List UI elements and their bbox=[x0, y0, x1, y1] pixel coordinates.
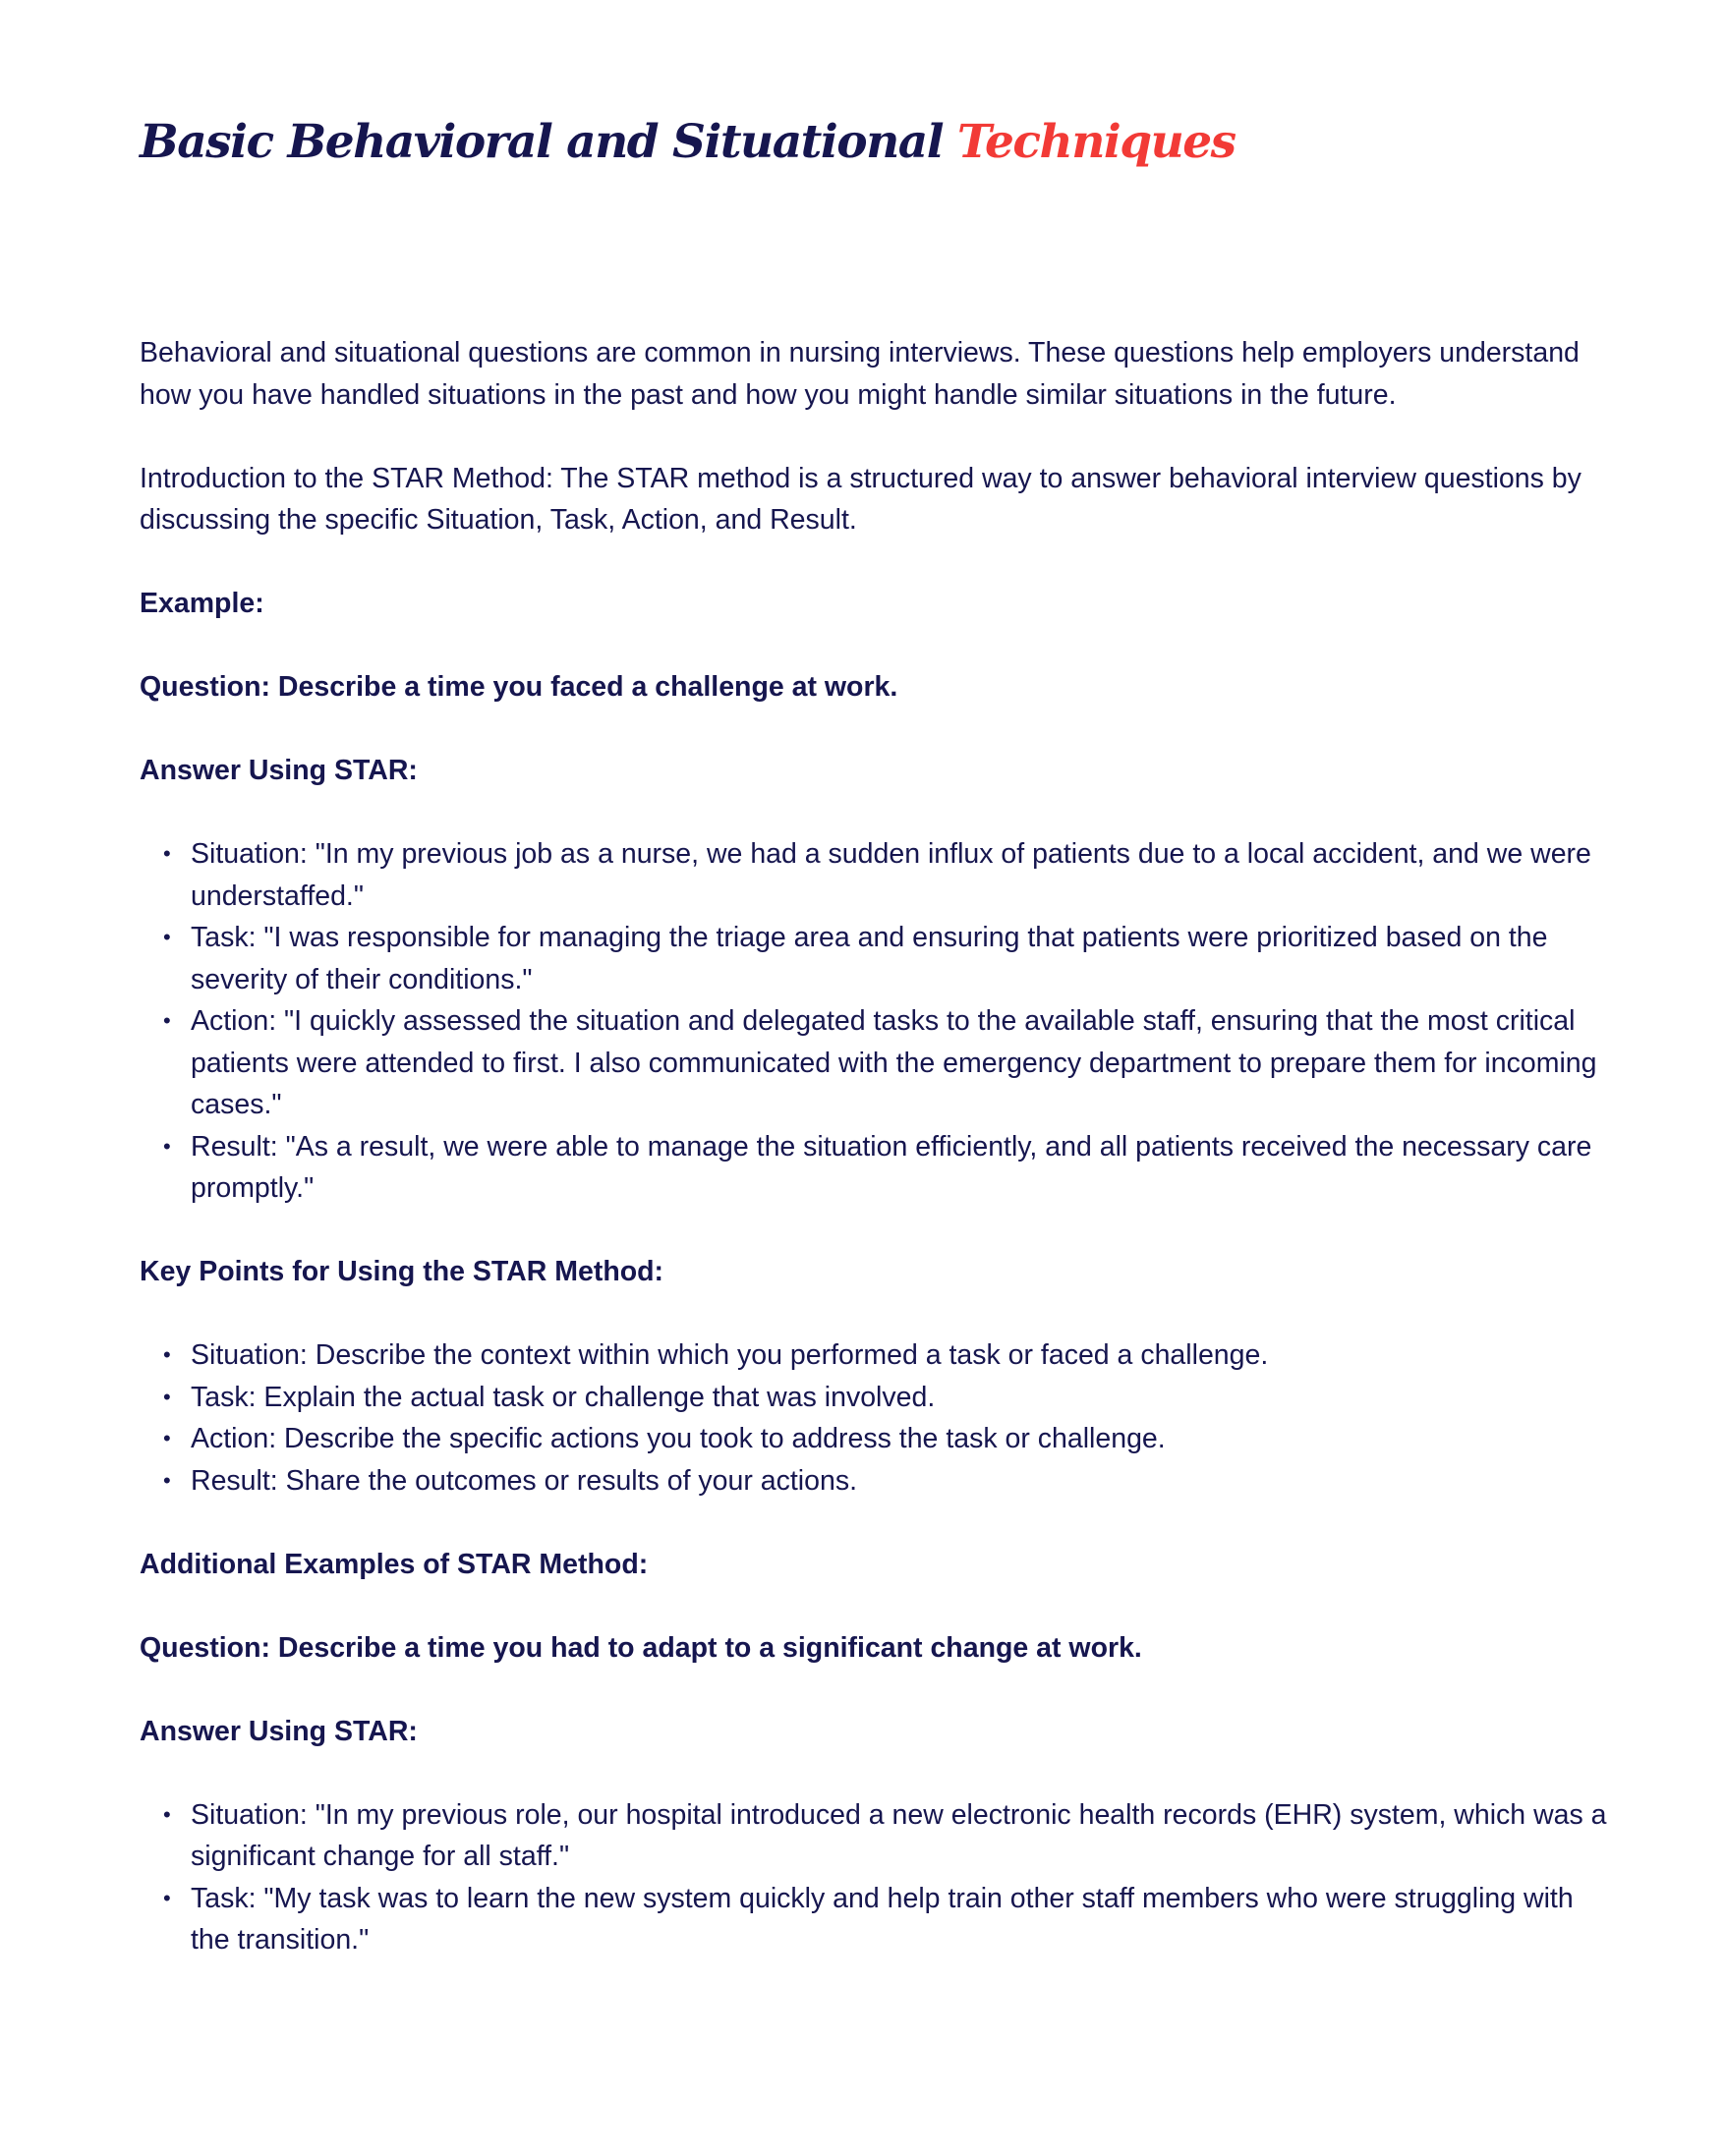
list-item bbox=[163, 917, 1614, 1000]
list-item bbox=[163, 1000, 1614, 1126]
key-points-heading: Key Points for Using the STAR Method: bbox=[140, 1256, 664, 1287]
list-item-text: Task: "My task was to learn the new system quickly and help train other staff members who were struggling with the transition." bbox=[191, 1882, 1574, 1956]
bullet-icon: • bbox=[163, 1885, 171, 1910]
list-item bbox=[163, 1334, 1614, 1377]
answer-heading-2: Answer Using STAR: bbox=[140, 1715, 418, 1747]
example-heading: Example: bbox=[140, 588, 264, 619]
list-item bbox=[163, 1418, 1614, 1460]
list-item-text: Result: "As a result, we were able to manage the situation efficiently, and all patients received the necessary care promptly." bbox=[191, 1130, 1592, 1204]
bullet-icon: • bbox=[163, 1008, 171, 1033]
list-item-text: Action: Describe the specific actions you took to address the task or challenge. bbox=[191, 1423, 1166, 1454]
bullet-icon: • bbox=[163, 1384, 171, 1409]
list-item bbox=[163, 1126, 1614, 1210]
document-body bbox=[140, 332, 1614, 2003]
list-item-text: Situation: "In my previous role, our hospital introduced a new electronic health records (EHR) system, which was a significant change for all staff." bbox=[191, 1798, 1607, 1872]
list-item bbox=[163, 1377, 1614, 1419]
bullet-icon: • bbox=[163, 1467, 171, 1493]
star-intro-paragraph: Introduction to the STAR Method: The STAR method is a structured way to answer behavioral interview questions by discussing the specific Situation, Task, Action, and Result. bbox=[140, 462, 1581, 536]
key-points-list bbox=[140, 1334, 1614, 1502]
list-item-text: Result: Share the outcomes or results of your actions. bbox=[191, 1464, 857, 1497]
list-item-text: Task: "I was responsible for managing the triage area and ensuring that patients were prioritized based on the severity of their conditions." bbox=[191, 922, 1548, 995]
additional-examples-heading: Additional Examples of STAR Method: bbox=[140, 1548, 649, 1580]
bullet-icon: • bbox=[163, 1426, 171, 1450]
question-1: Question: Describe a time you faced a challenge at work. bbox=[140, 671, 898, 703]
answer-1-list bbox=[140, 833, 1614, 1210]
answer-2-list bbox=[140, 1794, 1614, 1961]
list-item-text: Action: "I quickly assessed the situation and delegated tasks to the available staff, ensuring that the most critical patients were attended to first. I also communicated with the emergency department to prepare them for incoming cases." bbox=[191, 1005, 1597, 1120]
bullet-icon: • bbox=[163, 841, 171, 866]
list-item-text: Situation: Describe the context within which you performed a task or faced a challenge. bbox=[191, 1339, 1269, 1371]
bullet-icon: • bbox=[163, 1342, 171, 1367]
list-item-text: Situation: "In my previous job as a nurse, we had a sudden influx of patients due to a local accident, and we were understaffed." bbox=[191, 838, 1591, 912]
list-item bbox=[163, 1794, 1614, 1878]
bullet-icon: • bbox=[163, 1133, 171, 1159]
list-item bbox=[163, 1878, 1614, 1961]
bullet-icon: • bbox=[163, 925, 171, 949]
intro-paragraph: Behavioral and situational questions are common in nursing interviews. These questions help employers understand how you have handled situations in the past and how you might handle similar situations in the future. bbox=[140, 337, 1580, 411]
list-item bbox=[163, 833, 1614, 917]
title-accent: Techniques bbox=[956, 115, 1236, 169]
page-title bbox=[140, 115, 1236, 169]
title-main: Basic Behavioral and Situational bbox=[140, 115, 957, 169]
answer-heading-1: Answer Using STAR: bbox=[140, 755, 418, 786]
list-item-text: Task: Explain the actual task or challenge that was involved. bbox=[191, 1381, 936, 1413]
question-2: Question: Describe a time you had to adapt to a significant change at work. bbox=[140, 1631, 1142, 1664]
bullet-icon: • bbox=[163, 1801, 171, 1827]
list-item bbox=[163, 1460, 1614, 1503]
